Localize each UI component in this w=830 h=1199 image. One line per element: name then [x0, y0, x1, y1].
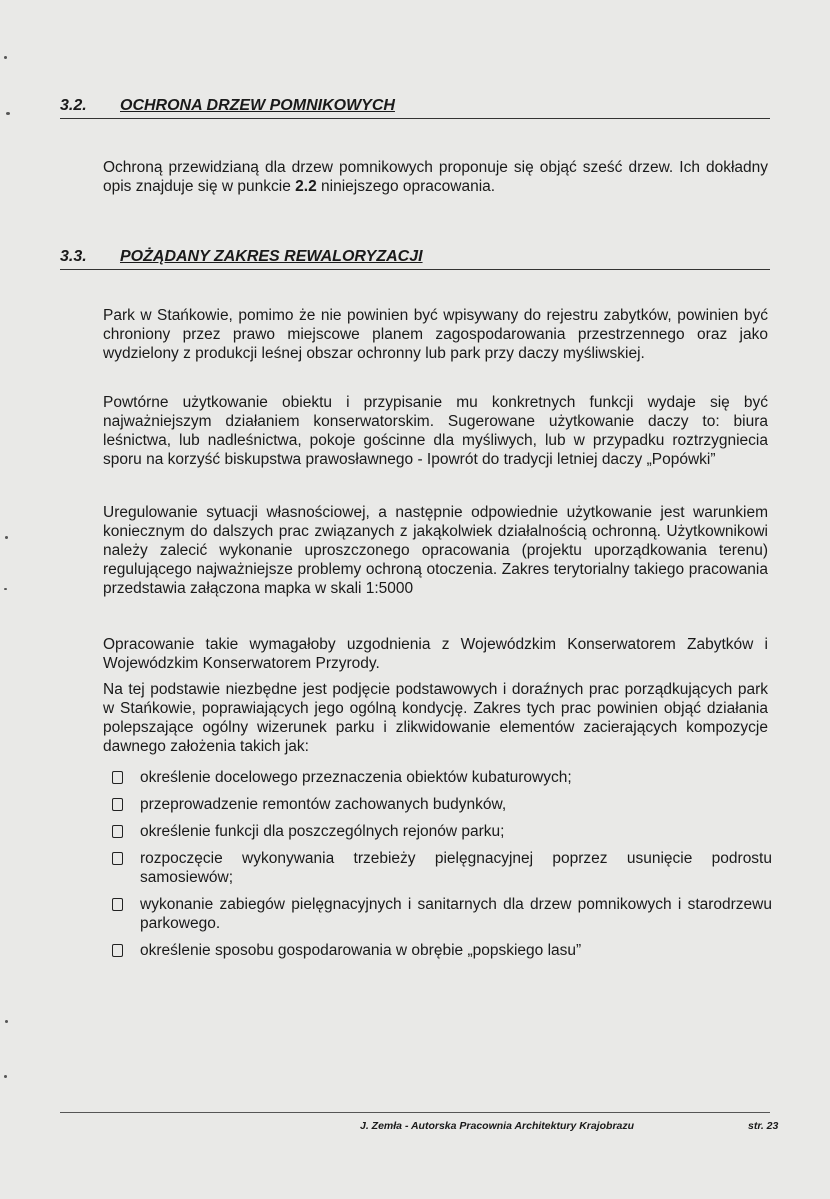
- scan-speck: [6, 112, 10, 115]
- paragraph: Opracowanie takie wymagałoby uzgodnienia z Wojewódzkim Konserwatorem Zabytków i Wojewódzkim Konserwatorem Przyrody.: [103, 636, 768, 672]
- section-title: POŻĄDANY ZAKRES REWALORYZACJI: [120, 248, 423, 265]
- checkbox-bullet-icon: [112, 825, 123, 838]
- list-item: rozpoczęcie wykonywania trzebieży pielęgnacyjnej poprzez usunięcie podrostu samosiewów;: [112, 849, 772, 887]
- checkbox-bullet-icon: [112, 798, 123, 811]
- scan-speck: [4, 588, 7, 590]
- footer-credit: J. Zemła - Autorska Pracownia Architektury Krajobrazu: [360, 1120, 635, 1132]
- checkbox-bullet-icon: [112, 944, 123, 957]
- scan-speck: [4, 56, 7, 59]
- footer-divider: [60, 1112, 770, 1113]
- section-title: OCHRONA DRZEW POMNIKOWYCH: [120, 97, 395, 114]
- section-number: 3.3.: [60, 248, 87, 265]
- bullet-list: [112, 768, 772, 960]
- list-item: przeprowadzenie remontów zachowanych budynków,: [112, 795, 772, 814]
- checkbox-bullet-icon: [112, 898, 123, 911]
- page-number: str. 23: [748, 1120, 779, 1132]
- checkbox-bullet-icon: [112, 771, 123, 784]
- scan-speck: [4, 1075, 7, 1078]
- list-item: wykonanie zabiegów pielęgnacyjnych i sanitarnych dla drzew pomnikowych i starodrzewu parkowego.: [112, 895, 772, 933]
- paragraph: Na tej podstawie niezbędne jest podjęcie podstawowych i doraźnych prac porządkujących park w Stańkowie, poprawiających jego ogólną kondycję. Zakres tych prac powinien objąć działania polepszające ogólny wizerunek parku i zlikwidowanie elementów zacierających kompozycje dawnego założenia takich jak:: [103, 681, 768, 755]
- paragraph: Uregulowanie sytuacji własnościowej, a następnie odpowiednie użytkowanie jest warunkiem koniecznym do dalszych prac związanych z jakąkolwiek działalnością ochronną. Użytkownikowi należy zalecić wykonanie uproszczonego opracowania (projektu uporządkowania terenu) regulującego najważniejsze problemy ochroną otoczenia. Zakres terytorialny takiego pracowania przedstawia załączona mapka w skali 1:5000: [103, 504, 768, 597]
- list-item: określenie sposobu gospodarowania w obrębie „popskiego lasu”: [112, 941, 772, 960]
- paragraph: Park w Stańkowie, pomimo że nie powinien być wpisywany do rejestru zabytków, powinien być chroniony przez prawo miejscowe planem zagospodarowania przestrzennego oraz jako wydzielony z produkcji leśnej obszar ochronny lub park przy daczy myśliwskiej.: [103, 307, 768, 362]
- checkbox-bullet-icon: [112, 852, 123, 865]
- list-item: określenie funkcji dla poszczególnych rejonów parku;: [112, 822, 772, 841]
- paragraph: Powtórne użytkowanie obiektu i przypisanie mu konkretnych funkcji wydaje się być najważniejszym działaniem konserwatorskim. Sugerowane użytkowanie daczy to: biura leśnictwa, lub nadleśnictwa, pokoje gościnne dla myśliwych, lub w przypadku roztrzygniecia sporu na korzyść biskupstwa prawosławnego - Ipowrót do tradycji letniej daczy „Popówki”: [103, 394, 768, 468]
- scan-speck: [5, 536, 8, 539]
- paragraph: Ochroną przewidzianą dla drzew pomnikowych proponuje się objąć sześć drzew. Ich dokładny opis znajduje się w punkcie 2.2 niniejszego opracowania.: [103, 159, 768, 195]
- section-heading-3-3: [60, 248, 770, 270]
- section-number: 3.2.: [60, 97, 87, 114]
- section-heading-3-2: [60, 97, 770, 119]
- list-item: określenie docelowego przeznaczenia obiektów kubaturowych;: [112, 768, 772, 787]
- reference-number: 2.2: [295, 178, 317, 195]
- scan-speck: [5, 1020, 8, 1023]
